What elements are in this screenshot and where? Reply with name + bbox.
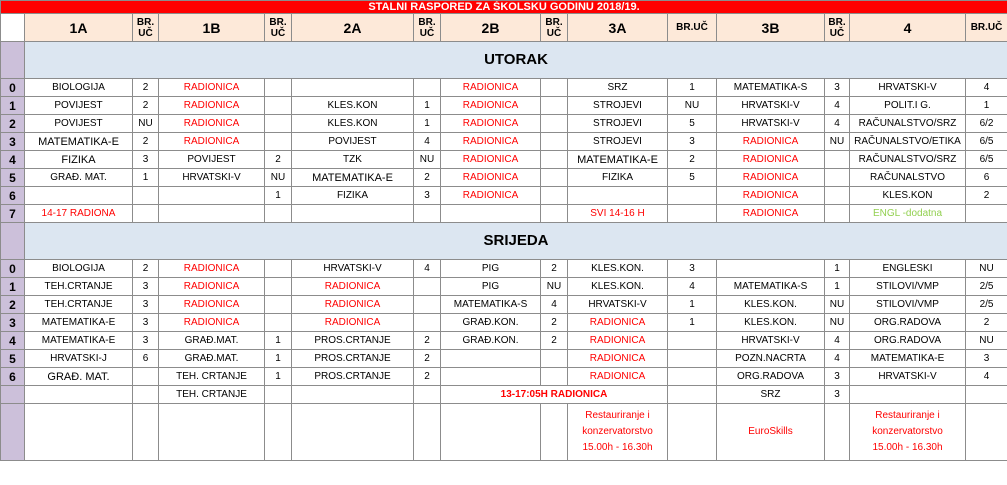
- footer-cell: [668, 404, 717, 461]
- schedule-cell: HRVATSKI-V: [292, 260, 414, 278]
- schedule-cell: [265, 296, 292, 314]
- schedule-cell: 2: [414, 169, 441, 187]
- schedule-cell: [265, 386, 292, 404]
- schedule-cell: MATEMATIKA-S: [717, 278, 825, 296]
- header-class-3b: 3B: [717, 14, 825, 42]
- schedule-cell: RADIONICA: [159, 97, 265, 115]
- schedule-cell: 4: [414, 133, 441, 151]
- footer-cell: [966, 404, 1007, 461]
- schedule-cell: 14-17 RADIONA: [25, 205, 133, 223]
- schedule-cell: [966, 205, 1007, 223]
- schedule-cell: 4: [825, 332, 850, 350]
- schedule-cell: [265, 79, 292, 97]
- period-number: 3: [1, 133, 25, 151]
- schedule-cell: [265, 260, 292, 278]
- schedule-cell: TEH.CRTANJE: [25, 278, 133, 296]
- schedule-cell: RADIONICA: [568, 314, 668, 332]
- schedule-cell: [414, 278, 441, 296]
- schedule-title: STALNI RASPORED ZA ŠKOLSKU GODINU 2018/19.: [1, 1, 1007, 14]
- schedule-cell: MATEMATIKA-S: [441, 296, 541, 314]
- schedule-cell: 2/5: [966, 278, 1007, 296]
- period-number: 2: [1, 296, 25, 314]
- schedule-cell: ORG.RADOVA: [850, 314, 966, 332]
- schedule-cell: RADIONICA: [717, 205, 825, 223]
- schedule-cell: 1: [825, 278, 850, 296]
- schedule-cell: PIG: [441, 278, 541, 296]
- footer-cell: [414, 404, 441, 461]
- schedule-cell: MATEMATIKA-E: [292, 169, 414, 187]
- schedule-cell: KLES.KON.: [717, 314, 825, 332]
- schedule-cell: [541, 350, 568, 368]
- schedule-cell: HRVATSKI-V: [159, 169, 265, 187]
- schedule-cell: RADIONICA: [159, 314, 265, 332]
- schedule-cell: RADIONICA: [159, 79, 265, 97]
- schedule-row: [1, 386, 1007, 404]
- schedule-cell: RADIONICA: [568, 350, 668, 368]
- schedule-cell: KLES.KON.: [568, 278, 668, 296]
- footer-cell: [133, 404, 159, 461]
- schedule-cell: NU: [825, 314, 850, 332]
- schedule-cell: RAČUNALSTVO/SRZ: [850, 151, 966, 169]
- schedule-cell: 3: [668, 260, 717, 278]
- period-number: 6: [1, 368, 25, 386]
- schedule-cell: HRVATSKI-V: [717, 115, 825, 133]
- schedule-cell: 4: [825, 97, 850, 115]
- footer-cell: [265, 404, 292, 461]
- schedule-cell: FIZIKA: [25, 151, 133, 169]
- schedule-cell: PROS.CRTANJE: [292, 332, 414, 350]
- schedule-cell: STILOVI/VMP: [850, 278, 966, 296]
- schedule-cell: 1: [265, 350, 292, 368]
- schedule-cell: [265, 97, 292, 115]
- schedule-cell: [265, 278, 292, 296]
- schedule-cell: GRAĐ. MAT.: [25, 368, 133, 386]
- schedule-cell: 3: [133, 296, 159, 314]
- schedule-cell: 2: [265, 151, 292, 169]
- day-name: UTORAK: [25, 42, 1007, 79]
- schedule-cell: [541, 368, 568, 386]
- header-br-uc: BR. UČ: [825, 14, 850, 42]
- period-number: 0: [1, 79, 25, 97]
- schedule-cell: STROJEVI: [568, 115, 668, 133]
- schedule-cell: [966, 386, 1007, 404]
- schedule-cell: RADIONICA: [717, 187, 825, 205]
- header-class-1a: 1A: [25, 14, 133, 42]
- schedule-cell: NU: [668, 97, 717, 115]
- schedule-cell: 2: [541, 314, 568, 332]
- schedule-cell: 1: [825, 260, 850, 278]
- schedule-cell: MATEMATIKA-E: [850, 350, 966, 368]
- header-br-uc: BR.UČ: [966, 14, 1007, 42]
- schedule-cell: FIZIKA: [292, 187, 414, 205]
- schedule-cell: 3: [133, 314, 159, 332]
- schedule-cell: ENGL -dodatna: [850, 205, 966, 223]
- schedule-cell: [668, 205, 717, 223]
- schedule-cell: 2: [133, 79, 159, 97]
- schedule-cell: NU: [966, 332, 1007, 350]
- schedule-cell: 3: [133, 151, 159, 169]
- schedule-cell: [668, 368, 717, 386]
- schedule-cell: 2: [414, 332, 441, 350]
- schedule-cell: KLES.KON.: [717, 296, 825, 314]
- footer-cell: [292, 404, 414, 461]
- schedule-cell: 1: [265, 332, 292, 350]
- schedule-cell: STROJEVI: [568, 133, 668, 151]
- footer-cell: EuroSkills: [717, 404, 825, 461]
- schedule-row: [1, 187, 1007, 205]
- schedule-cell: HRVATSKI-V: [568, 296, 668, 314]
- schedule-cell: [414, 296, 441, 314]
- schedule-cell: 1: [414, 115, 441, 133]
- schedule-cell: 3: [966, 350, 1007, 368]
- footer-row: [1, 404, 1007, 461]
- schedule-cell: [825, 151, 850, 169]
- period-number: 2: [1, 115, 25, 133]
- schedule-cell: SRZ: [568, 79, 668, 97]
- header-corner: [1, 14, 25, 42]
- schedule-cell: 2: [133, 133, 159, 151]
- schedule-row: [1, 169, 1007, 187]
- schedule-cell: 1: [265, 368, 292, 386]
- schedule-cell: [133, 187, 159, 205]
- schedule-cell: 4: [825, 115, 850, 133]
- schedule-cell: [850, 386, 966, 404]
- schedule-cell: POLIT.I G.: [850, 97, 966, 115]
- header-row: [1, 14, 1007, 42]
- schedule-cell: PROS.CRTANJE: [292, 368, 414, 386]
- period-index-blank: [1, 223, 25, 260]
- schedule-cell: 4: [414, 260, 441, 278]
- schedule-cell: 6/5: [966, 151, 1007, 169]
- schedule-cell: 1: [668, 314, 717, 332]
- schedule-cell: 3: [133, 278, 159, 296]
- schedule-cell: 1: [133, 169, 159, 187]
- schedule-cell: ENGLESKI: [850, 260, 966, 278]
- schedule-row: [1, 151, 1007, 169]
- schedule-cell: [292, 205, 414, 223]
- schedule-cell: RADIONICA: [717, 169, 825, 187]
- schedule-cell: [159, 187, 265, 205]
- schedule-cell: [668, 350, 717, 368]
- schedule-cell: GRAĐ.KON.: [441, 314, 541, 332]
- schedule-cell: RADIONICA: [292, 278, 414, 296]
- day-header-row: [1, 223, 1007, 260]
- schedule-cell: 2: [133, 260, 159, 278]
- schedule-cell: FIZIKA: [568, 169, 668, 187]
- schedule-cell: RADIONICA: [441, 169, 541, 187]
- footer-cell: [159, 404, 265, 461]
- schedule-cell: 2: [966, 187, 1007, 205]
- period-number: 1: [1, 278, 25, 296]
- schedule-cell: TZK: [292, 151, 414, 169]
- schedule-cell: GRAĐ.MAT.: [159, 350, 265, 368]
- schedule-cell: 2: [668, 151, 717, 169]
- schedule-cell: RADIONICA: [441, 133, 541, 151]
- header-br-uc: BR.UČ: [668, 14, 717, 42]
- header-br-uc: BR. UČ: [414, 14, 441, 42]
- schedule-cell: [541, 151, 568, 169]
- schedule-cell: [292, 79, 414, 97]
- header-br-uc: BR. UČ: [265, 14, 292, 42]
- period-number: 4: [1, 332, 25, 350]
- schedule-cell: 2: [414, 368, 441, 386]
- schedule-cell: GRAĐ.MAT.: [159, 332, 265, 350]
- schedule-cell: ORG.RADOVA: [850, 332, 966, 350]
- footer-cell: [825, 404, 850, 461]
- schedule-cell: [825, 205, 850, 223]
- schedule-cell: 3: [668, 133, 717, 151]
- schedule-cell: RADIONICA: [717, 151, 825, 169]
- header-class-2a: 2A: [292, 14, 414, 42]
- schedule-cell: RADIONICA: [159, 133, 265, 151]
- schedule-cell: NU: [414, 151, 441, 169]
- schedule-cell: RAČUNALSTVO: [850, 169, 966, 187]
- header-class-4: 4: [850, 14, 966, 42]
- schedule-row: [1, 79, 1007, 97]
- schedule-cell: NU: [825, 296, 850, 314]
- schedule-cell: RADIONICA: [159, 260, 265, 278]
- schedule-cell: 4: [825, 350, 850, 368]
- schedule-cell: 4: [966, 368, 1007, 386]
- schedule-cell: RADIONICA: [292, 314, 414, 332]
- schedule-cell: [414, 314, 441, 332]
- day-header-row: [1, 42, 1007, 79]
- schedule-cell: 1: [265, 187, 292, 205]
- schedule-cell: [541, 79, 568, 97]
- period-number: [1, 386, 25, 404]
- schedule-cell: GRAĐ. MAT.: [25, 169, 133, 187]
- schedule-cell: 13-17:05H RADIONICA: [441, 386, 668, 404]
- schedule-cell: [825, 169, 850, 187]
- footer-cell: [25, 404, 133, 461]
- schedule-cell: RADIONICA: [568, 332, 668, 350]
- schedule-cell: NU: [133, 115, 159, 133]
- schedule-cell: 3: [825, 368, 850, 386]
- schedule-cell: [414, 79, 441, 97]
- schedule-row: [1, 350, 1007, 368]
- schedule-cell: KLES.KON: [850, 187, 966, 205]
- schedule-cell: [568, 187, 668, 205]
- schedule-cell: POVIJEST: [25, 97, 133, 115]
- schedule-cell: RADIONICA: [717, 133, 825, 151]
- schedule-cell: 4: [668, 278, 717, 296]
- day-name: SRIJEDA: [25, 223, 1007, 260]
- schedule-row: [1, 314, 1007, 332]
- schedule-cell: [159, 205, 265, 223]
- schedule-cell: KLES.KON: [292, 97, 414, 115]
- schedule-cell: [265, 314, 292, 332]
- schedule-cell: 1: [668, 79, 717, 97]
- schedule-cell: RADIONICA: [441, 97, 541, 115]
- schedule-cell: RAČUNALSTVO/SRZ: [850, 115, 966, 133]
- schedule-cell: [541, 187, 568, 205]
- schedule-cell: SVI 14-16 H: [568, 205, 668, 223]
- schedule-cell: [541, 205, 568, 223]
- schedule-cell: RADIONICA: [441, 151, 541, 169]
- schedule-cell: [133, 368, 159, 386]
- schedule-cell: RADIONICA: [441, 187, 541, 205]
- schedule-cell: [541, 97, 568, 115]
- schedule-row: [1, 205, 1007, 223]
- schedule-cell: KLES.KON: [292, 115, 414, 133]
- schedule-row: [1, 296, 1007, 314]
- schedule-cell: POVIJEST: [292, 133, 414, 151]
- schedule-cell: KLES.KON.: [568, 260, 668, 278]
- period-number: 1: [1, 97, 25, 115]
- schedule-cell: RADIONICA: [568, 368, 668, 386]
- schedule-cell: STROJEVI: [568, 97, 668, 115]
- schedule-cell: HRVATSKI-V: [850, 368, 966, 386]
- schedule-cell: 2: [541, 260, 568, 278]
- schedule-cell: 2: [966, 314, 1007, 332]
- header-class-1b: 1B: [159, 14, 265, 42]
- schedule-cell: [668, 386, 717, 404]
- period-number: 5: [1, 169, 25, 187]
- schedule-row: [1, 115, 1007, 133]
- schedule-cell: RADIONICA: [292, 296, 414, 314]
- header-class-3a: 3A: [568, 14, 668, 42]
- schedule-cell: NU: [825, 133, 850, 151]
- schedule-cell: [25, 187, 133, 205]
- schedule-cell: [414, 386, 441, 404]
- schedule-cell: RADIONICA: [159, 278, 265, 296]
- schedule-row: [1, 368, 1007, 386]
- schedule-cell: MATEMATIKA-E: [25, 314, 133, 332]
- schedule-cell: [441, 205, 541, 223]
- schedule-cell: TEH.CRTANJE: [25, 296, 133, 314]
- schedule-cell: [292, 386, 414, 404]
- schedule-cell: 3: [825, 386, 850, 404]
- schedule-cell: RAČUNALSTVO/ETIKA: [850, 133, 966, 151]
- schedule-cell: 5: [668, 115, 717, 133]
- schedule-cell: MATEMATIKA-E: [568, 151, 668, 169]
- schedule-cell: [668, 187, 717, 205]
- schedule-cell: RADIONICA: [159, 296, 265, 314]
- schedule-cell: [668, 332, 717, 350]
- schedule-cell: RADIONICA: [441, 115, 541, 133]
- schedule-cell: MATEMATIKA-E: [25, 133, 133, 151]
- period-number: 4: [1, 151, 25, 169]
- schedule-cell: [541, 169, 568, 187]
- schedule-cell: 6/2: [966, 115, 1007, 133]
- schedule-cell: [541, 133, 568, 151]
- schedule-cell: MATEMATIKA-E: [25, 332, 133, 350]
- schedule-cell: 3: [133, 332, 159, 350]
- schedule-cell: [133, 386, 159, 404]
- schedule-cell: PIG: [441, 260, 541, 278]
- schedule-cell: GRAĐ.KON.: [441, 332, 541, 350]
- header-br-uc: BR. UČ: [133, 14, 159, 42]
- schedule-cell: TEH. CRTANJE: [159, 386, 265, 404]
- schedule-cell: [441, 368, 541, 386]
- period-number: 7: [1, 205, 25, 223]
- schedule-cell: POVIJEST: [159, 151, 265, 169]
- schedule-cell: 2: [541, 332, 568, 350]
- schedule-cell: 2: [133, 97, 159, 115]
- schedule-cell: NU: [265, 169, 292, 187]
- schedule-row: [1, 332, 1007, 350]
- schedule-cell: HRVATSKI-J: [25, 350, 133, 368]
- schedule-cell: 6: [966, 169, 1007, 187]
- period-number: 5: [1, 350, 25, 368]
- schedule-cell: [265, 133, 292, 151]
- schedule-cell: 4: [541, 296, 568, 314]
- schedule-cell: ORG.RADOVA: [717, 368, 825, 386]
- schedule-cell: [265, 115, 292, 133]
- schedule-cell: RADIONICA: [441, 79, 541, 97]
- schedule-cell: [133, 205, 159, 223]
- schedule-cell: TEH. CRTANJE: [159, 368, 265, 386]
- schedule-cell: STILOVI/VMP: [850, 296, 966, 314]
- schedule-cell: [414, 205, 441, 223]
- footer-cell: Restauriranje i konzervatorstvo 15.00h - 16.30h: [850, 404, 966, 461]
- schedule-row: [1, 97, 1007, 115]
- schedule-cell: 2: [414, 350, 441, 368]
- schedule-cell: RADIONICA: [159, 115, 265, 133]
- schedule-cell: BIOLOGIJA: [25, 260, 133, 278]
- schedule-cell: [25, 386, 133, 404]
- schedule-cell: POVIJEST: [25, 115, 133, 133]
- period-index-blank: [1, 42, 25, 79]
- header-class-2b: 2B: [441, 14, 541, 42]
- schedule-cell: MATEMATIKA-S: [717, 79, 825, 97]
- schedule-cell: SRZ: [717, 386, 825, 404]
- schedule-cell: HRVATSKI-V: [717, 97, 825, 115]
- footer-cell: Restauriranje i konzervatorstvo 15.00h - 16.30h: [568, 404, 668, 461]
- schedule-row: [1, 278, 1007, 296]
- footer-cell: [441, 404, 541, 461]
- schedule-cell: 1: [668, 296, 717, 314]
- schedule-cell: NU: [966, 260, 1007, 278]
- schedule-cell: [825, 187, 850, 205]
- schedule-cell: NU: [541, 278, 568, 296]
- schedule-row: [1, 260, 1007, 278]
- header-br-uc: BR. UČ: [541, 14, 568, 42]
- schedule-row: [1, 133, 1007, 151]
- period-number: 0: [1, 260, 25, 278]
- schedule-cell: 6: [133, 350, 159, 368]
- schedule-cell: POZN.NACRTA: [717, 350, 825, 368]
- schedule-cell: 4: [966, 79, 1007, 97]
- schedule-cell: 3: [414, 187, 441, 205]
- schedule-cell: [717, 260, 825, 278]
- schedule-cell: 6/5: [966, 133, 1007, 151]
- schedule-cell: BIOLOGIJA: [25, 79, 133, 97]
- schedule-cell: 2/5: [966, 296, 1007, 314]
- schedule-cell: [541, 115, 568, 133]
- schedule-cell: HRVATSKI-V: [850, 79, 966, 97]
- period-index-blank: [1, 404, 25, 461]
- schedule-cell: PROS.CRTANJE: [292, 350, 414, 368]
- schedule-cell: [265, 205, 292, 223]
- schedule-cell: HRVATSKI-V: [717, 332, 825, 350]
- schedule-cell: 3: [825, 79, 850, 97]
- period-number: 3: [1, 314, 25, 332]
- schedule-cell: [441, 350, 541, 368]
- schedule-cell: 5: [668, 169, 717, 187]
- schedule-cell: 1: [414, 97, 441, 115]
- schedule-cell: 1: [966, 97, 1007, 115]
- footer-cell: [541, 404, 568, 461]
- period-number: 6: [1, 187, 25, 205]
